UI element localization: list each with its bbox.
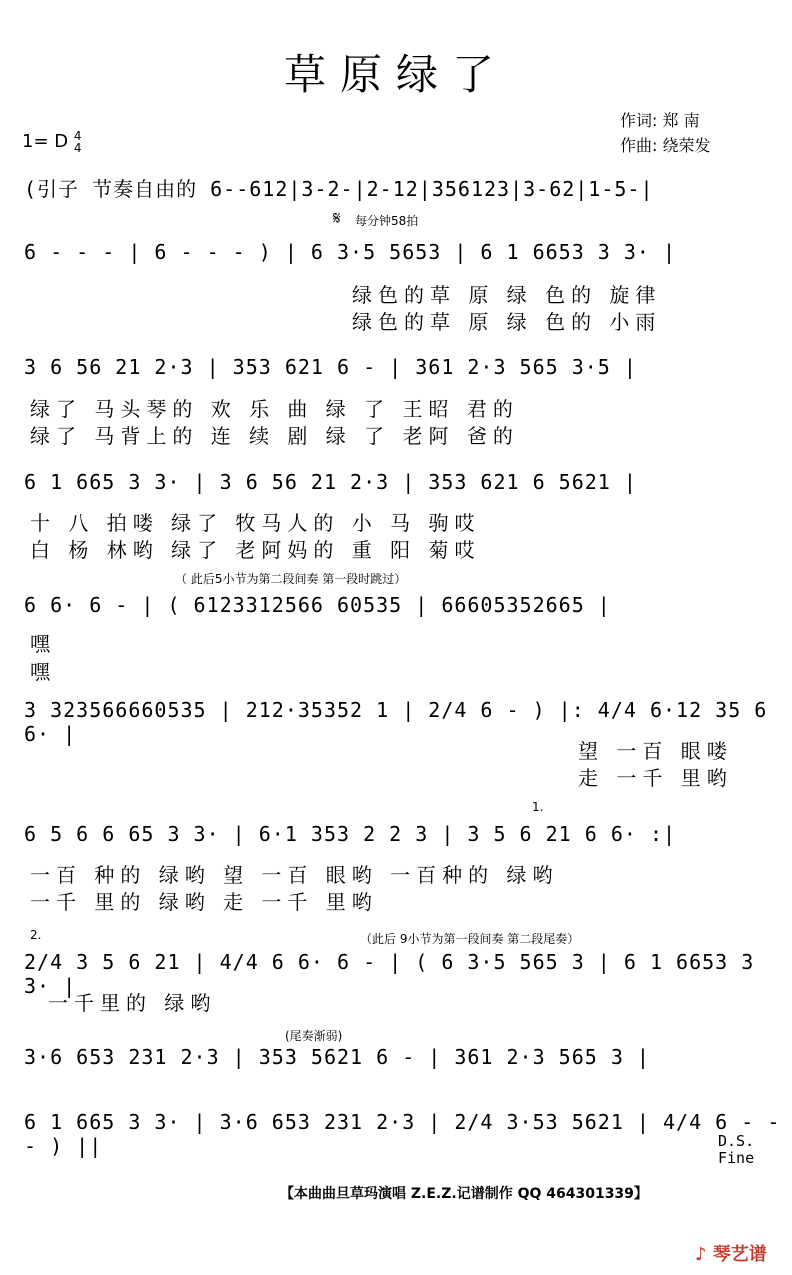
score-line-9: 3·6 653 231 2·3 | 353 5621 6 - | 361 2·3 565 3 | [24,1045,650,1069]
time-bottom: 4 [73,141,82,155]
lyric-line-8a: 一千里的 绿哟 [48,991,217,1015]
score-line-2: 6 - - - | 6 - - - ) | 6 3·5 5653 | 6 1 6653 3 3· | [24,240,677,264]
song-title: 草原绿了 [283,50,508,99]
fine-mark: Fine [718,1149,755,1167]
site-logo [695,1240,767,1266]
score-line-1: (引子 节奏自由的 6--612|3-2-|2-12|356123|3-62|1-5-| [24,177,654,201]
lyric-line-6b: 走 一千 里哟 [578,766,733,790]
time-top: 4 [73,129,82,143]
key-label: 1= D [22,131,69,152]
score-line-7: 6 5 6 6 65 3 3· | 6·1 353 2 2 3 | 3 5 6 21 6 6· :| [24,822,677,846]
lyric-line-6a: 望 一百 眼喽 [578,739,733,763]
score-line-6: 3 323566660535 | 212·35352 1 | 2/4 6 - ) |: 4/4 6·12 35 6 6· | [24,698,768,746]
score-line-8: 2/4 3 5 6 21 | 4/4 6 6· 6 - | ( 6 3·5 565 3 | 6 1 6653 3 3· | [24,950,755,998]
composer: 作曲: 绕荣发 [620,136,711,155]
lyric-line-4b: 白 杨 林哟 绿了 老阿妈的 重 阳 菊哎 [30,538,481,562]
footer-credit: 【本曲曲旦草玛演唱 Z.E.Z.记谱制作 QQ 464301339】 [280,1186,648,1202]
lyric-line-7b: 一千 里的 绿哟 走 一千 里哟 [30,890,378,914]
lyric-line-4a: 十 八 拍喽 绿了 牧马人的 小 马 驹哎 [30,511,481,535]
ds-fine [718,1133,754,1167]
key-signature [22,130,82,154]
score-line-10: 6 1 665 3 3· | 3·6 653 231 2·3 | 2/4 3·53 5621 | 4/4 6 - - - ) || [24,1110,781,1158]
lyric-line-3a: 绿了 马头琴的 欢 乐 曲 绿 了 王昭 君的 [30,397,519,421]
lyric-line-5b: 嘿 [30,660,56,684]
lyric-line-2a: 绿色的草 原 绿 色的 旋律 [352,283,662,307]
score-line-5: 6 6· 6 - | ( 6123312566 60535 | 66605352665 | [24,593,611,617]
lyric-line-2b: 绿色的草 原 绿 色的 小雨 [352,310,662,334]
ds-mark: D.S. [718,1132,755,1150]
volta-2: 2. [30,928,42,942]
score-line-4: 6 1 665 3 3· | 3 6 56 21 2·3 | 353 621 6 5621 | [24,470,637,494]
volta-1: 1. [532,800,544,814]
lyricist: 作词: 郑 南 [620,111,700,130]
lyric-line-5a: 嘿 [30,632,56,656]
lyric-line-7a: 一百 种的 绿哟 望 一百 眼哟 一百种的 绿哟 [30,863,559,887]
interlude-note-2: （此后 9小节为第一段间奏 第二段尾奏） [360,932,580,946]
score-line-3: 3 6 56 21 2·3 | 353 621 6 - | 361 2·3 565 3·5 | [24,355,637,379]
logo-text: 琴艺谱 [712,1244,767,1265]
time-signature [74,130,82,154]
lyric-line-3b: 绿了 马背上的 连 续 剧 绿 了 老阿 爸的 [30,424,519,448]
logo-icon: ♪ [695,1244,707,1265]
interlude-note-1: （ 此后5小节为第二段间奏 第一段时跳过） [175,572,407,586]
tempo-mark: 每分钟58拍 [355,214,419,228]
fade-note: (尾奏渐弱) [285,1029,343,1043]
segno-icon: 𝄋 [333,208,341,229]
